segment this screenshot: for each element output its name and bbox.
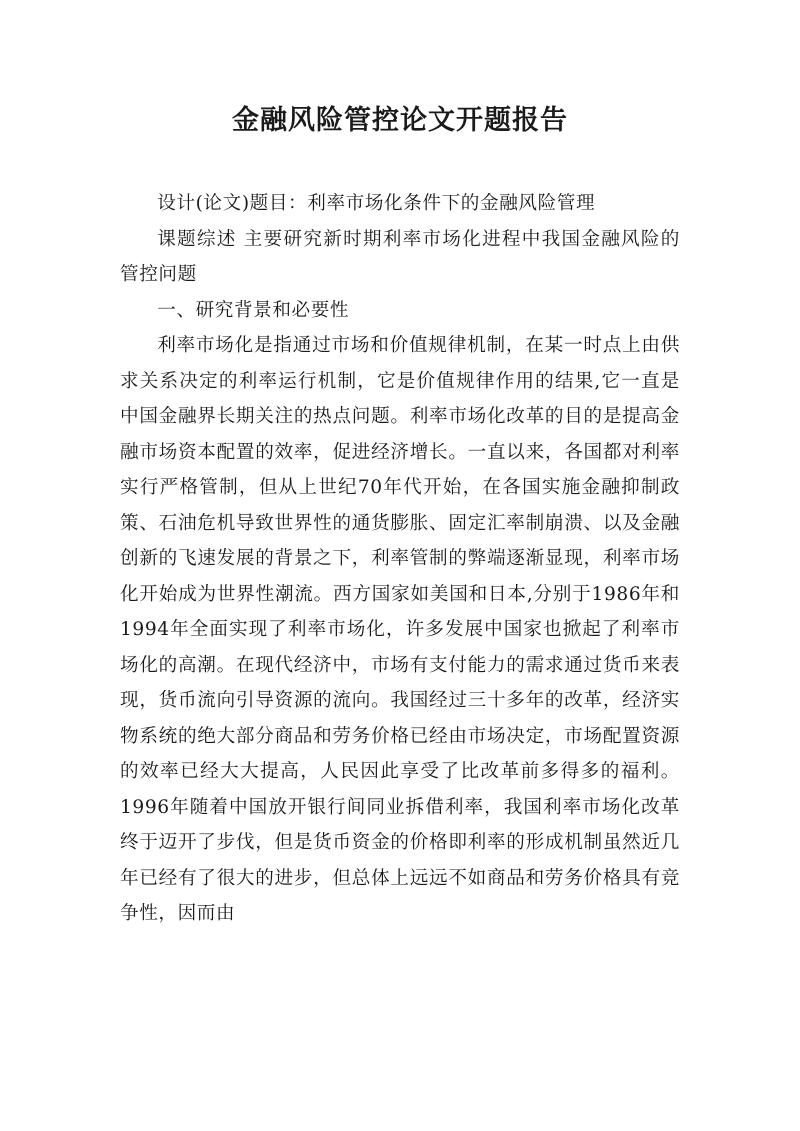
topic-overview-paragraph: 课题综述 主要研究新时期利率市场化进程中我国金融风险的管控问题 — [120, 228, 680, 285]
section-heading: 一、研究背景和必要性 — [157, 299, 350, 321]
body-paragraph: 利率市场化是指通过市场和价值规律机制，在某一时点上由供求关系决定的利率运行机制，它是价值规律作用的结果,它一直是中国金融界长期关注的热点问题。利率市场化改革的目的是提高金融市场资本配置的效率，促进经济增长。一直以来，各国都对利率实行严格管制，但从上世纪70年代开始，在各国实施金融抑制政策、石油危机导致世界性的通货膨胀、固定汇率制崩溃、以及金融创新的飞速发展的背景之下，利率管制的弊端逐渐显现，利率市场化开始成为世界性潮流。西方国家如美国和日本,分别于1986年和1994年全面实现了利率市场化，许多发展中国家也掀起了利率市场化的高潮。在现代经济中，市场有支付能力的需求通过货币来表现，货币流向引导资源的流向。我国经过三十多年的改革，经济实物系统的绝大部分商品和劳务价格已经由市场决定，市场配置资源的效率已经大大提高，人民因此享受了比改革前多得多的福利。1996年随着中国放开银行间同业拆借利率，我国利率市场化改革终于迈开了步伐，但是货币资金的价格即利率的形成机制虽然近几年已经有了很大的进步，但总体上远远不如商品和劳务价格具有竞争性，因而由 — [120, 335, 680, 924]
document-body — [120, 186, 680, 932]
thesis-topic-paragraph: 设计(论文)题目：利率市场化条件下的金融风险管理 — [157, 193, 596, 214]
document-title: 金融风险管控论文开题报告 — [232, 105, 568, 136]
